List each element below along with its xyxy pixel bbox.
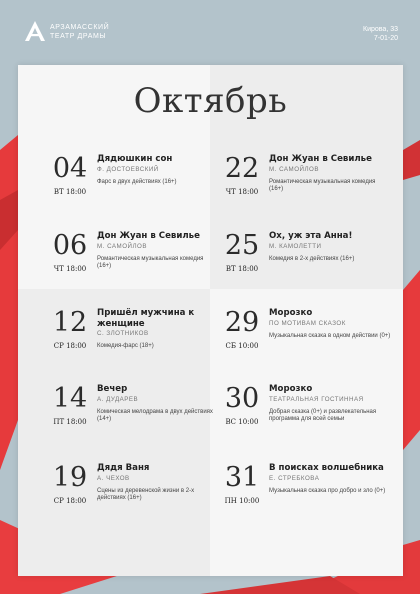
event-description: Музыкальная сказка в одном действии (0+) [269,332,391,339]
event-weekday-time: ПН 10:00 [224,497,260,505]
schedule-sheet [18,65,403,576]
event-weekday-time: ВС 10:00 [225,418,259,426]
event-author: А. ДУДАРЕВ [97,395,139,403]
event-card[interactable] [222,154,392,224]
event-description: Комедия-фарс (18+) [97,343,154,349]
event-weekday-time: ЧТ 18:00 [225,188,259,196]
event-card[interactable] [50,463,220,533]
month-title: Октябрь [133,81,288,121]
event-weekday-time: СБ 10:00 [225,342,259,350]
event-card[interactable] [50,154,220,224]
event-title: Дон Жуан в Севилье [269,154,372,164]
event-description: Добрая сказка (0+) и развлекательная программа для всей семьи [269,408,377,423]
event-day: 12 [52,307,88,338]
event-author: Е. СТРЕБКОВА [269,474,320,482]
theatre-logo [24,20,46,42]
event-card[interactable] [50,308,220,378]
event-author: С. ЗЛОТНИКОВ [97,330,149,337]
address: Кирова, 33 [363,26,398,33]
event-weekday-time: СР 18:00 [53,497,87,505]
event-weekday-time: ВТ 18:00 [53,188,87,196]
event-card[interactable] [222,231,392,301]
event-day: 04 [52,153,88,184]
event-card[interactable] [222,463,392,533]
event-card[interactable] [222,384,392,454]
event-title: Морозко [269,384,313,394]
event-day: 31 [224,462,260,493]
event-author: Ф. ДОСТОЕВСКИЙ [97,165,159,173]
event-author: М. КАМОЛЕТТИ [269,242,322,250]
event-description: Романтическая музыкальная комедия (16+) [269,178,376,193]
event-weekday-time: ПТ 18:00 [53,418,87,426]
event-day: 06 [52,230,88,261]
event-day: 19 [52,462,88,493]
event-weekday-time: ВТ 18:00 [225,265,259,273]
event-weekday-time: СР 18:00 [53,342,87,350]
event-title: Дядюшкин сон [97,154,173,164]
event-title: Ох, уж эта Анна! [269,231,353,241]
event-card[interactable] [50,231,220,301]
event-description: Сцены из деревенской жизни в 2-х действиях (16+) [97,487,195,502]
event-description: Музыкальная сказка про добро и зло (0+) [269,487,386,494]
event-card[interactable] [50,384,220,454]
event-title: Пришёл мужчина к женщине [97,308,195,329]
theatre-name-line2: ТЕАТР ДРАМЫ [50,33,107,40]
event-title: Дон Жуан в Севилье [97,231,200,241]
event-weekday-time: ЧТ 18:00 [53,265,87,273]
event-description: Комедия в 2-х действиях (16+) [269,255,355,262]
event-day: 25 [224,230,260,261]
event-author: М. САМОЙЛОВ [269,165,319,173]
event-description: Фарс в двух действиях (16+) [97,178,177,185]
header [0,0,420,66]
event-day: 14 [52,383,88,414]
event-card[interactable] [222,308,392,378]
event-title: Дядя Ваня [97,463,150,473]
event-author: ПО МОТИВАМ СКАЗОК [269,319,346,327]
contact-info [363,25,398,43]
phone: 7-01-20 [373,35,398,42]
event-day: 22 [224,153,260,184]
event-description: Комическая мелодрама в двух действиях (14+) [97,408,213,423]
event-author: А. ЧЕХОВ [97,474,130,482]
theatre-name [50,23,109,41]
event-day: 30 [224,383,260,414]
event-day: 29 [224,307,260,338]
event-title: В поисках волшебника [269,463,384,473]
event-title: Вечер [97,384,128,394]
event-title: Морозко [269,308,313,318]
event-author: М. САМОЙЛОВ [97,242,147,250]
theatre-name-line1: АРЗАМАССКИЙ [50,24,110,31]
event-author: ТЕАТРАЛЬНАЯ ГОСТИННАЯ [269,395,364,403]
event-description: Романтическая музыкальная комедия (16+) [97,255,204,270]
